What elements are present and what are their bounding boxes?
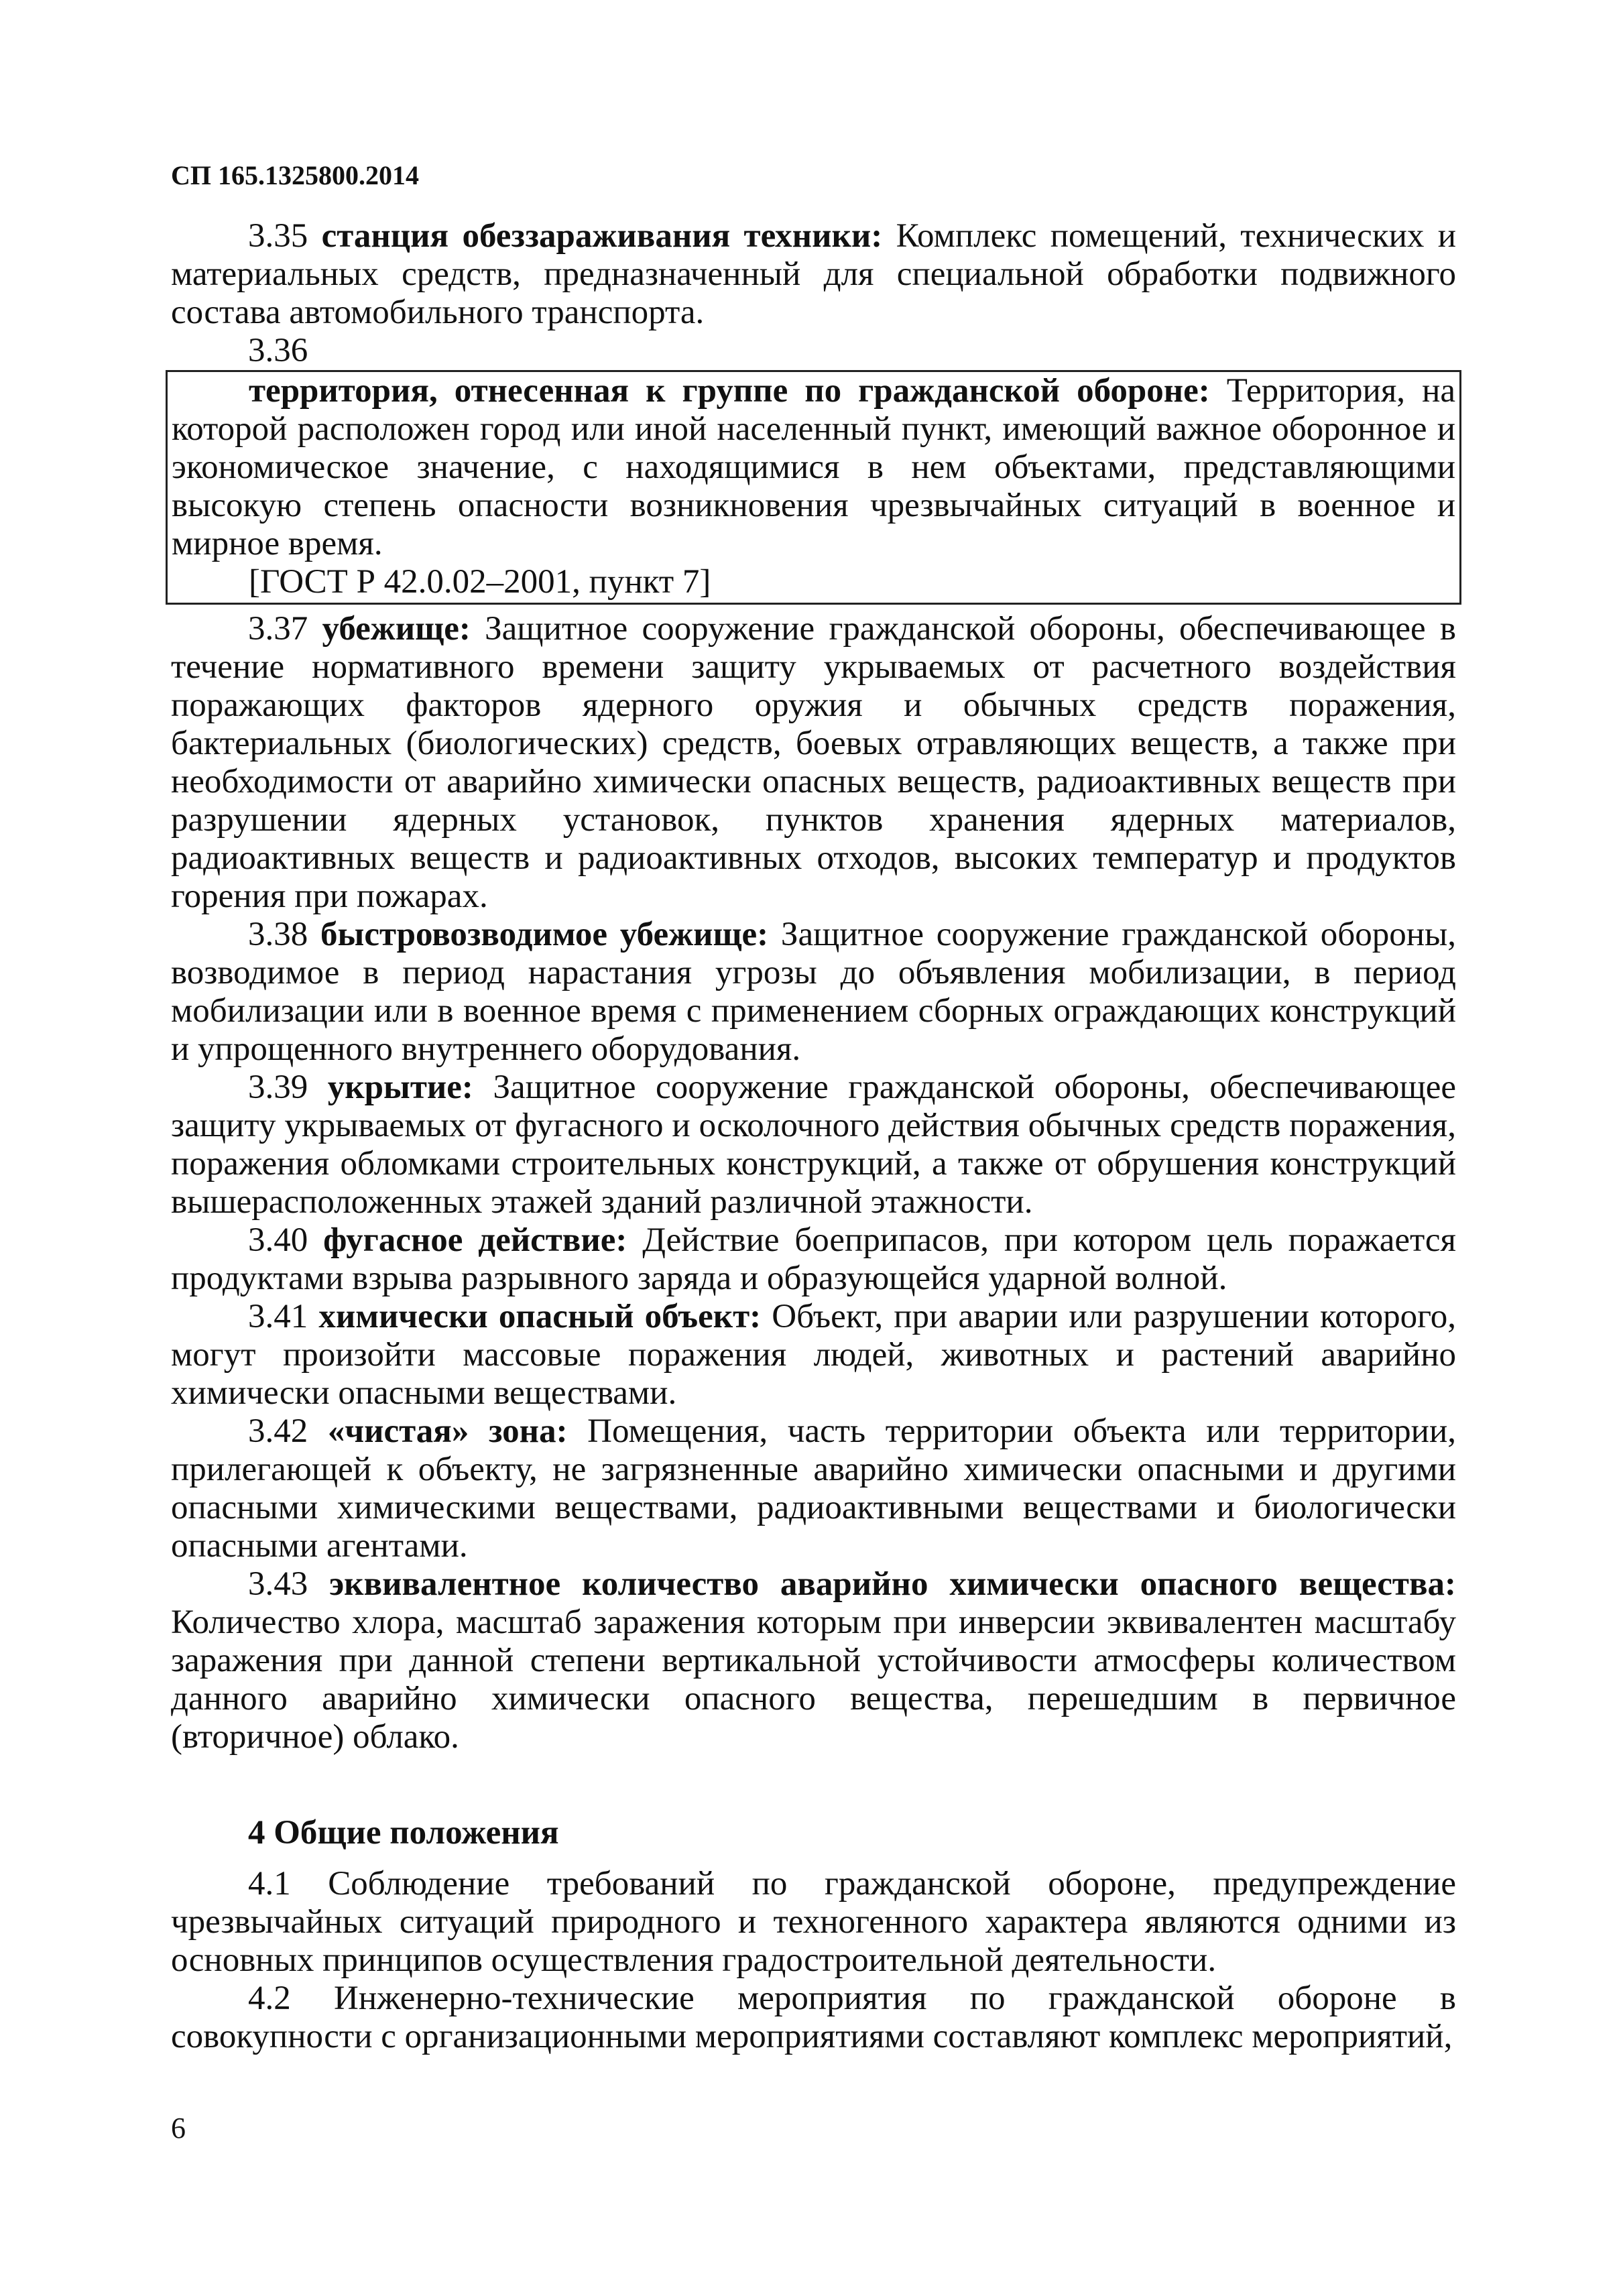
paragraph-text: Соблюдение требований по гражданской обороне, предупреждение чрезвычайных ситуаций природного и техногенного характера являются одними из основных принципов осуществления градостроительной деятельности. bbox=[171, 1865, 1457, 1979]
term-name: химически опасный объект: bbox=[318, 1298, 762, 1335]
term-number: 3.40 bbox=[248, 1221, 308, 1259]
term-3-41 bbox=[171, 1298, 1456, 1412]
document-code-header: СП 165.1325800.2014 bbox=[171, 160, 419, 190]
term-name: фугасное действие: bbox=[323, 1221, 627, 1259]
term-name: территория, отнесенная к группе по гражданской обороне: bbox=[249, 372, 1210, 410]
term-definition: Защитное сооружение гражданской обороны, возводимое в период нарастания угрозы до объявления мобилизации, в период мобилизации или в военное время с применением сборных ограждающих конструкций и упрощенного внутреннего оборудования. bbox=[171, 916, 1457, 1068]
term-number: 3.39 bbox=[248, 1069, 308, 1106]
term-number: 3.38 bbox=[248, 916, 308, 953]
term-3-37 bbox=[171, 610, 1456, 916]
term-3-40 bbox=[171, 1221, 1456, 1298]
boxed-term-3-36 bbox=[166, 370, 1461, 605]
section-heading-4: 4 Общие положения bbox=[248, 1814, 559, 1852]
term-definition: Объект, при аварии или разрушении которого, могут произойти массовые поражения людей, животных и растений аварийно химически опасными веществами. bbox=[171, 1298, 1457, 1412]
term-definition: Действие боеприпасов, при котором цель поражается продуктами взрыва разрывного заряда и образующейся ударной волной. bbox=[171, 1221, 1457, 1297]
term-number: 3.42 bbox=[248, 1412, 308, 1450]
term-3-35 bbox=[171, 217, 1456, 332]
term-reference: [ГОСТ Р 42.0.02–2001, пункт 7] bbox=[249, 563, 711, 601]
term-definition: Защитное сооружение гражданской обороны, обеспечивающее в течение нормативного времени защиту укрываемых от расчетного воздействия поражающих факторов ядерного оружия и обычных средств поражения, бактериальных (биологических) средств, боевых отравляющих веществ, а также при необходимости от аварийно химически опасных веществ, радиоактивных веществ при разрушении ядерных установок, пунктов хранения ядерных материалов, радиоактивных веществ и радиоактивных отходов, высоких температур и продуктов горения при пожарах. bbox=[171, 610, 1456, 915]
term-definition: Защитное сооружение гражданской обороны, обеспечивающее защиту укрываемых от фугасного и осколочного действия обычных средств поражения, поражения обломками строительных конструкций, а также от обрушения конструкций вышерасположенных этажей зданий различной этажности. bbox=[171, 1069, 1456, 1221]
term-name: станция обеззараживания техники: bbox=[321, 217, 883, 255]
term-3-39 bbox=[171, 1069, 1456, 1221]
paragraph-number: 4.2 bbox=[248, 1980, 291, 2017]
document-page bbox=[171, 160, 1456, 2056]
term-number-3-36: 3.36 bbox=[248, 332, 308, 369]
term-name: убежище: bbox=[322, 610, 471, 648]
term-name: «чистая» зона: bbox=[327, 1412, 568, 1450]
term-number: 3.35 bbox=[248, 217, 308, 255]
term-3-38 bbox=[171, 916, 1456, 1069]
term-3-43 bbox=[171, 1565, 1456, 1756]
term-definition: Помещения, часть территории объекта или территории, прилегающей к объекту, не загрязненные аварийно химически опасными и другими опасными химическими веществами, радиоактивными веществами и биологически опасными агентами. bbox=[171, 1412, 1456, 1565]
term-3-36 bbox=[172, 372, 1455, 563]
term-number: 3.41 bbox=[248, 1298, 308, 1335]
term-number: 3.43 bbox=[248, 1565, 308, 1603]
paragraph-text: Инженерно-технические мероприятия по гражданской обороне в совокупности с организационными мероприятиями составляют комплекс мероприятий, bbox=[171, 1980, 1457, 2055]
term-3-42 bbox=[171, 1412, 1456, 1565]
term-definition: Территория, на которой расположен город или иной населенный пункт, имеющий важное оборонное и экономическое значение, с находящимися в нем объектами, представляющими высокую степень опасности возникновения чрезвычайных ситуаций в военное и мирное время. bbox=[172, 372, 1455, 562]
paragraph-4-1 bbox=[171, 1865, 1456, 1980]
paragraph-number: 4.1 bbox=[248, 1865, 291, 1902]
term-number: 3.37 bbox=[248, 610, 308, 648]
term-name: быстровозводимое убежище: bbox=[320, 916, 769, 953]
page-number: 6 bbox=[171, 2112, 186, 2144]
term-name: укрытие: bbox=[327, 1069, 473, 1106]
term-definition: Комплекс помещений, технических и материальных средств, предназначенный для специальной обработки подвижного состава автомобильного транспорта. bbox=[171, 217, 1457, 331]
paragraph-4-2 bbox=[171, 1980, 1456, 2056]
term-definition: Количество хлора, масштаб заражения которым при инверсии эквивалентен масштабу заражения при данной степени вертикальной устойчивости атмосферы количеством данного аварийно химически опасного вещества, перешедшим в первичное (вторичное) облако. bbox=[171, 1604, 1456, 1756]
term-name: эквивалентное количество аварийно химически опасного вещества: bbox=[329, 1565, 1457, 1603]
